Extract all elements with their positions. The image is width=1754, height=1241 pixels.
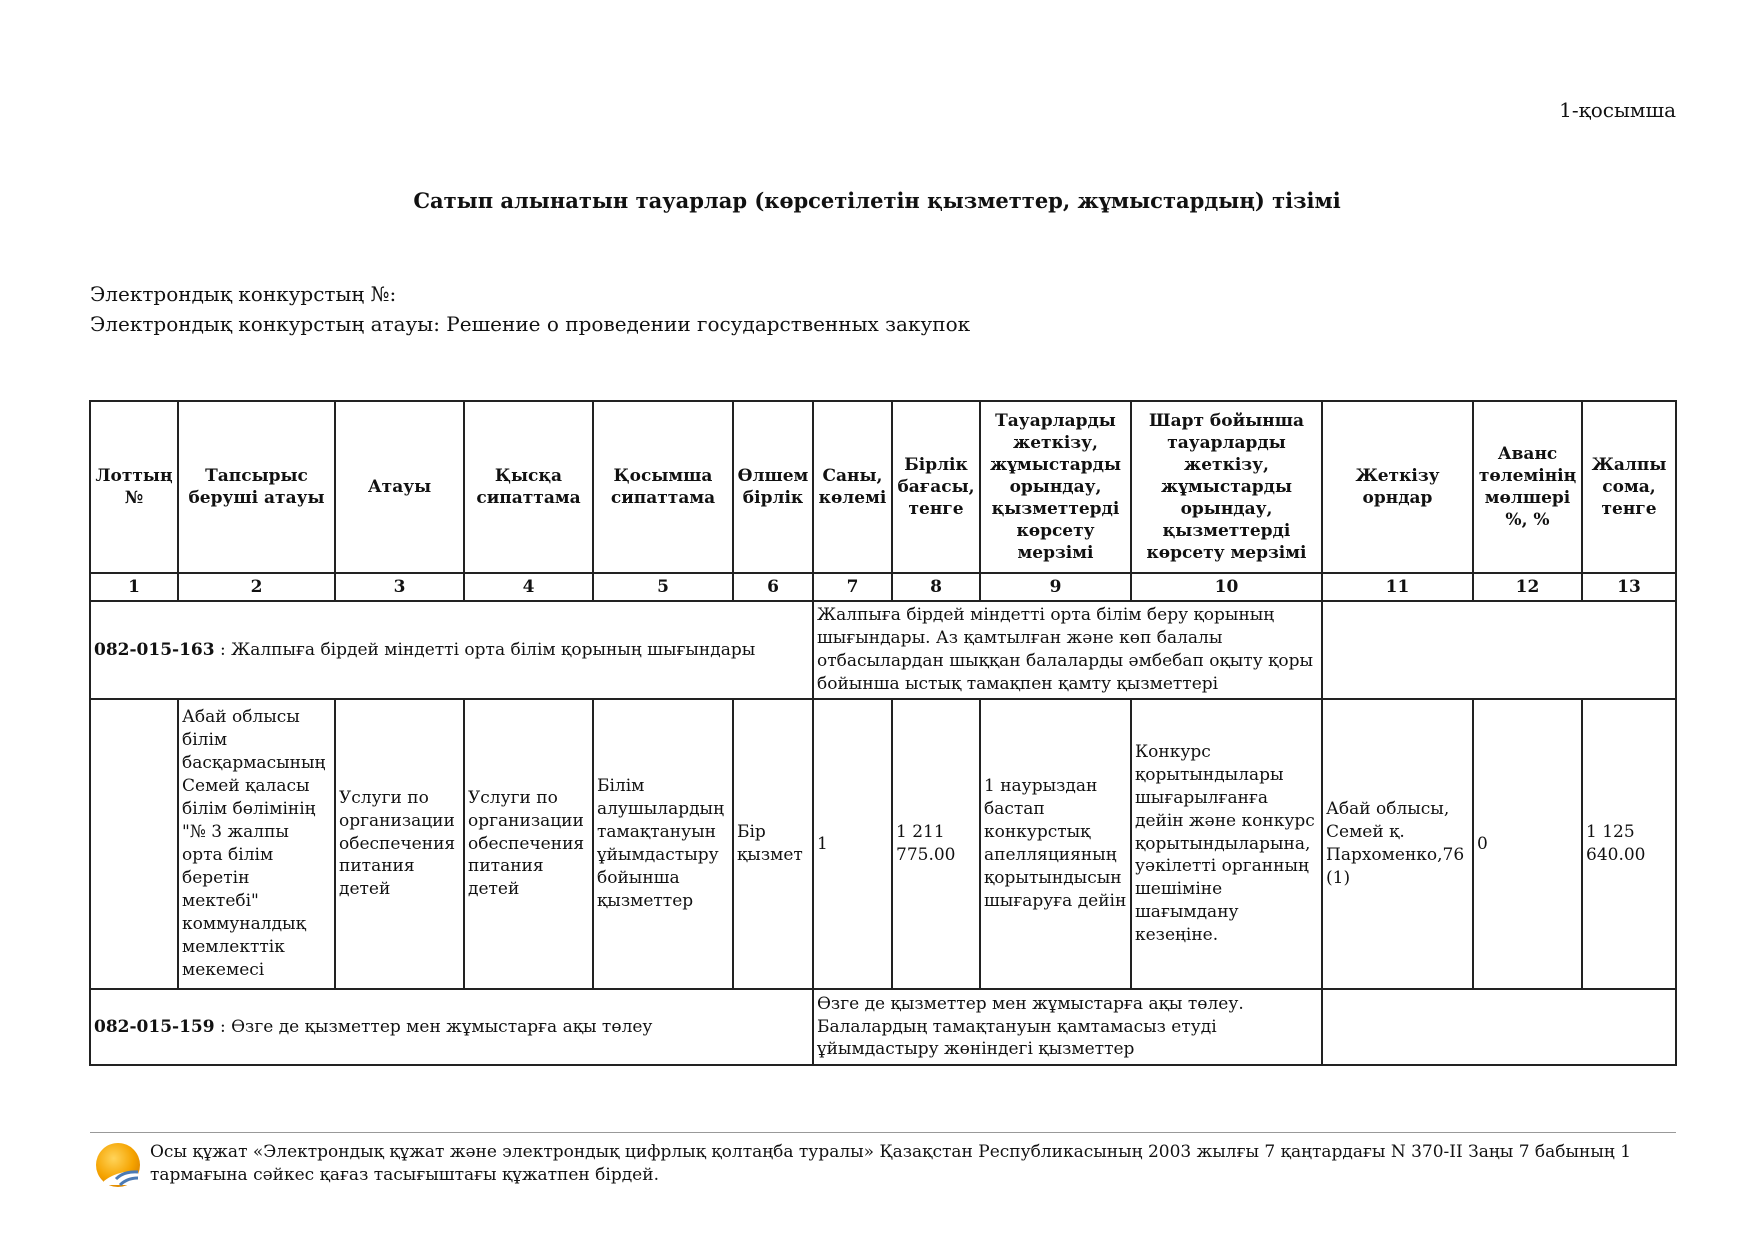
column-number: 2 xyxy=(178,573,335,601)
empty-cell xyxy=(1322,989,1676,1065)
budget-program-description: Жалпыға бірдей міндетті орта білім беру қорының шығындары. Аз қамтылған және көп балалы отбасылардан шыққан балаларды әмбебап оқыту қоры бойынша ыстық тамақпен қамту қызметтері xyxy=(813,601,1322,699)
footer-text: Осы құжат «Электрондық құжат және электрондық цифрлық қолтаңба туралы» Қазақстан Республикасының 2003 жылғы 7 қаңтардағы N 370-II Заңы 7 бабының 1 тармағына сәйкес қағаз тасығыштағы құжатпен бірдей. xyxy=(150,1142,1632,1185)
budget-code: 082-015-159 xyxy=(94,1016,215,1037)
column-number: 8 xyxy=(892,573,980,601)
competition-number: Электрондық конкурстың №: xyxy=(90,282,397,306)
egov-seal-icon xyxy=(94,1141,142,1189)
budget-code: 082-015-163 xyxy=(94,639,215,660)
column-number: 12 xyxy=(1473,573,1582,601)
column-number: 9 xyxy=(980,573,1131,601)
total-amount: 1 125 640.00 xyxy=(1582,699,1676,989)
header-cell: Аванс төлемінің мөлшері %, % xyxy=(1473,401,1582,573)
column-number: 3 xyxy=(335,573,464,601)
page-title: Сатып алынатын тауарлар (көрсетілетін қызметтер, жұмыстардың) тізімі xyxy=(413,188,1341,213)
competition-name: Электрондық конкурстың атауы: Решение о проведении государственных закупок xyxy=(90,312,971,336)
budget-program-name: : Өзге де қызметтер мен жұмыстарға ақы төлеу xyxy=(214,1016,653,1037)
budget-program-description: Өзге де қызметтер мен жұмыстарға ақы төлеу. Балалардың тамақтануын қамтамасыз етуді ұйымдастыру жөніндегі қызметтер xyxy=(813,989,1322,1065)
column-number: 11 xyxy=(1322,573,1473,601)
header-cell: Тапсырыс беруші атауы xyxy=(178,401,335,573)
customer-name: Абай облысы білім басқармасының Семей қаласы білім бөлімінің "№ 3 жалпы орта білім беретін мектебі" коммуналдық мемлекттік мекемесі xyxy=(178,699,335,989)
header-cell: Саны, көлемі xyxy=(813,401,892,573)
budget-program-name: : Жалпыға бірдей міндетті орта білім қорының шығындары xyxy=(214,639,756,660)
extra-description: Білім алушылардың тамақтануын ұйымдастыру бойынша қызметтер xyxy=(593,699,733,989)
header-cell: Тауарларды жеткізу, жұмыстарды орындау, қызметтерді көрсету мерзімі xyxy=(980,401,1131,573)
budget-program-cell xyxy=(90,989,813,1065)
column-number: 1 xyxy=(90,573,178,601)
table-header-row xyxy=(90,401,1676,573)
header-cell: Қосымша сипаттама xyxy=(593,401,733,573)
header-cell: Жеткізу орндар xyxy=(1322,401,1473,573)
budget-group-row xyxy=(90,601,1676,699)
lots-table xyxy=(89,400,1677,1066)
advance-percent: 0 xyxy=(1473,699,1582,989)
header-cell: Лоттың № xyxy=(90,401,178,573)
header-cell: Қысқа сипаттама xyxy=(464,401,593,573)
empty-cell xyxy=(1322,601,1676,699)
lot-number xyxy=(90,699,178,989)
budget-program-cell xyxy=(90,601,813,699)
column-number: 10 xyxy=(1131,573,1322,601)
contract-term: Конкурс қорытындылары шығарылғанға дейін және конкурс қорытындыларына, уәкілетті органның шешіміне шағымдану кезеңіне. xyxy=(1131,699,1322,989)
footer xyxy=(90,1132,1676,1185)
column-number-row xyxy=(90,573,1676,601)
column-number: 6 xyxy=(733,573,813,601)
unit-price: 1 211 775.00 xyxy=(892,699,980,989)
column-number: 7 xyxy=(813,573,892,601)
quantity: 1 xyxy=(813,699,892,989)
column-number: 4 xyxy=(464,573,593,601)
header-cell: Бірлік бағасы, тенге xyxy=(892,401,980,573)
header-cell: Өлшем бірлік xyxy=(733,401,813,573)
header-cell: Жалпы сома, тенге xyxy=(1582,401,1676,573)
short-description: Услуги по организации обеспечения питания детей xyxy=(464,699,593,989)
delivery-term: 1 наурыздан бастап конкурстық апелляцияның қорытындысын шығаруға дейін xyxy=(980,699,1131,989)
column-number: 13 xyxy=(1582,573,1676,601)
column-number: 5 xyxy=(593,573,733,601)
table-row xyxy=(90,699,1676,989)
item-name: Услуги по организации обеспечения питания детей xyxy=(335,699,464,989)
unit: Бір қызмет xyxy=(733,699,813,989)
annex-label: 1-қосымша xyxy=(1559,98,1676,122)
delivery-place: Абай облысы, Семей қ. Пархоменко,76 (1) xyxy=(1322,699,1473,989)
budget-group-row xyxy=(90,989,1676,1065)
header-cell: Атауы xyxy=(335,401,464,573)
header-cell: Шарт бойынша тауарларды жеткізу, жұмыстарды орындау, қызметтерді көрсету мерзімі xyxy=(1131,401,1322,573)
